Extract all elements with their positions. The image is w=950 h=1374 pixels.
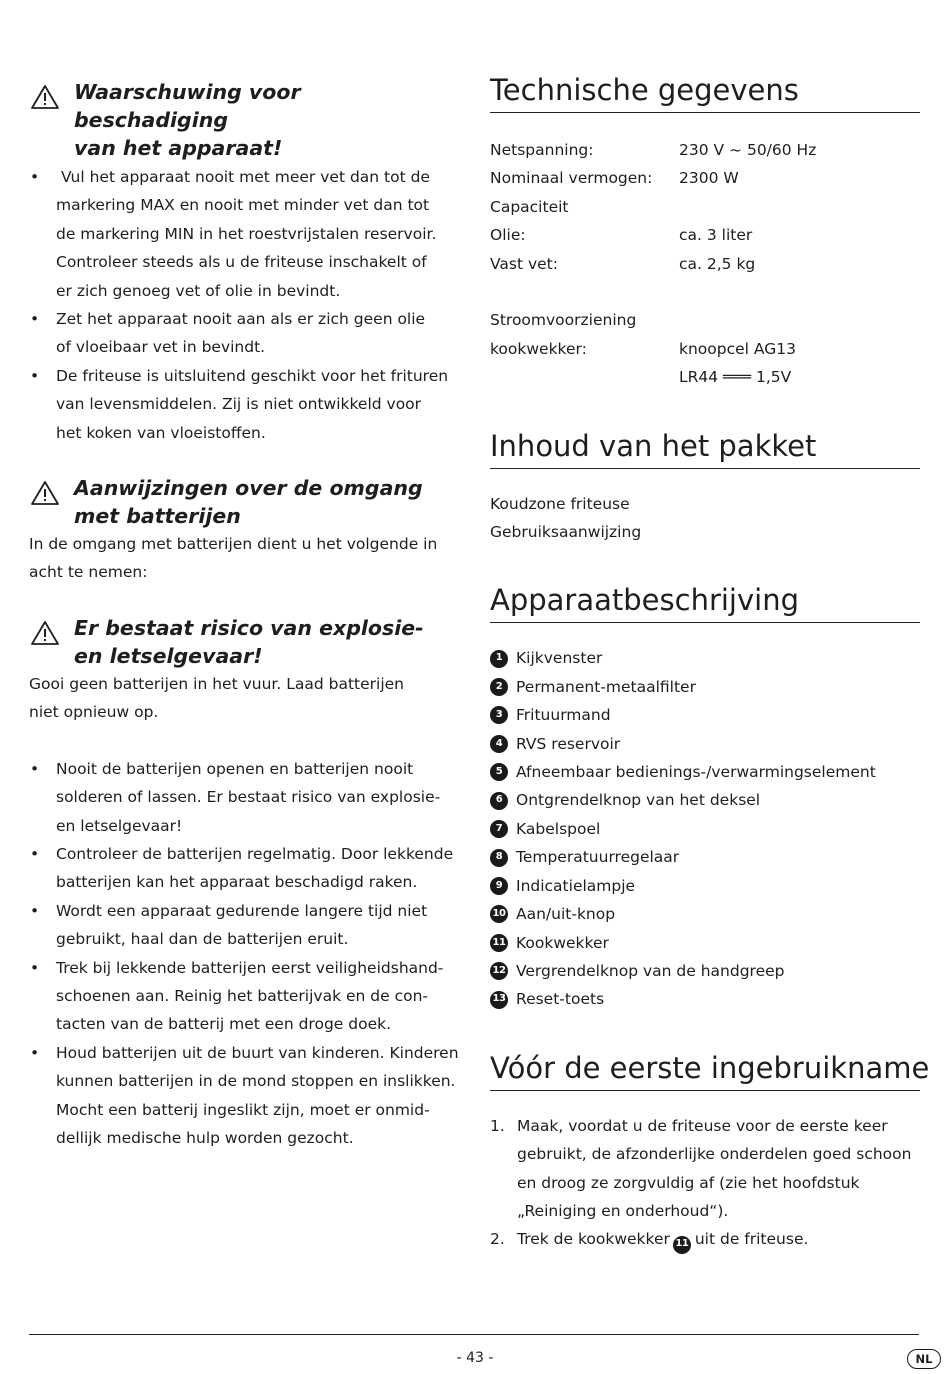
number-10-icon: 10 [490, 905, 508, 923]
bullet-icon: • [30, 844, 40, 863]
list-item: Gebruiksaanwijzing [490, 523, 642, 542]
number-12-icon: 12 [490, 962, 508, 980]
warning-heading-explosion: Er bestaat risico van explosie- en letselgevaar! [29, 614, 461, 670]
page-number: - 43 - [456, 1350, 494, 1366]
number-7-icon: 7 [490, 820, 508, 838]
list-item: 9 Indicatielampje [490, 872, 920, 900]
bullet-icon: • [30, 310, 40, 329]
list-item: 7 Kabelspoel [490, 815, 920, 843]
section-title-technical-data: Technische gegevens [490, 70, 920, 113]
table-row: LR44 ═══ 1,5V [679, 368, 792, 387]
warning-triangle-icon [30, 620, 60, 646]
package-contents-list [490, 490, 920, 547]
number-9-icon: 9 [490, 877, 508, 895]
first-use-steps [490, 1112, 920, 1254]
list-item: 5 Afneembaar bedienings-/verwarmingselement [490, 758, 920, 786]
list-item: • Trek bij lekkende batterijen eerst veiligheidshand- schoenen aan. Reinig het batterijvak en de con- tacten van de batterij met een droge doek. [29, 954, 461, 1039]
list-item: Koudzone friteuse [490, 494, 630, 513]
explosion-intro-text: Gooi geen batterijen in het vuur. Laad batterijen niet opnieuw op. [29, 674, 404, 722]
list-item: • Vul het apparaat nooit met meer vet dan tot de markering MAX en nooit met minder vet dan tot de markering MIN in het roestvrijstalen reservoir. Controleer steeds als u de friteuse inschakelt of er zich genoeg vet of olie in bevindt. [29, 163, 461, 305]
device-parts-list [490, 644, 920, 1013]
list-item: 10 Aan/uit-knop [490, 900, 920, 928]
number-8-icon: 8 [490, 849, 508, 867]
table-row: Stroomvoorziening [490, 311, 637, 330]
list-item: • Wordt een apparaat gedurende langere tijd niet gebruikt, haal dan de batterijen eruit. [29, 897, 461, 954]
list-item: • Zet het apparaat nooit aan als er zich geen olie of vloeibaar vet in bevindt. [29, 305, 461, 362]
section-title-first-use: Vóór de eerste ingebruikname [490, 1048, 920, 1091]
warning-heading-batteries: Aanwijzingen over de omgang met batterijen [29, 474, 461, 530]
warning-triangle-icon [30, 84, 60, 110]
list-item: 8 Temperatuurregelaar [490, 843, 920, 871]
bullet-icon: • [30, 1043, 40, 1062]
number-1-icon: 1 [490, 650, 508, 668]
technical-data-table [490, 136, 816, 392]
battery-intro-text: In de omgang met batterijen dient u het volgende in acht te nemen: [29, 535, 438, 582]
number-13-icon: 13 [490, 991, 508, 1009]
list-item: 1 Kijkvenster [490, 644, 920, 672]
list-item: 12 Vergrendelknop van de handgreep [490, 957, 920, 985]
warning-triangle-icon [30, 480, 60, 506]
bullet-icon: • [30, 168, 40, 186]
list-item: 1. Maak, voordat u de friteuse voor de eerste keer gebruikt, de afzonderlijke onderdelen goed schoon en droog ze zorgvuldig af (zie het hoofdstuk „Reiniging en onderhoud“). [490, 1116, 912, 1220]
number-2-icon: 2 [490, 678, 508, 696]
bullet-icon: • [30, 958, 40, 977]
number-3-icon: 3 [490, 706, 508, 724]
section-title-package-contents: Inhoud van het pakket [490, 426, 920, 469]
number-5-icon: 5 [490, 763, 508, 781]
table-row: Netspanning: 230 V ~ 50/60 Hz [490, 141, 817, 159]
list-item: 2. Trek de kookwekker 11 uit de friteuse. [490, 1225, 920, 1253]
language-badge: NL [907, 1349, 941, 1369]
list-item: 3 Frituurmand [490, 701, 920, 729]
list-item: 4 RVS reservoir [490, 730, 920, 758]
list-item: 11 Kookwekker [490, 929, 920, 957]
bullet-icon: • [30, 366, 40, 385]
battery-safety-list [29, 755, 461, 1153]
right-column [490, 70, 930, 1254]
list-item: 13 Reset-toets [490, 985, 920, 1013]
number-11-icon: 11 [490, 934, 508, 952]
bullet-icon: • [30, 901, 40, 920]
number-6-icon: 6 [490, 792, 508, 810]
number-11-icon: 11 [673, 1236, 691, 1254]
table-row: Capaciteit [490, 197, 569, 216]
list-item: • Controleer de batterijen regelmatig. Door lekkende batterijen kan het apparaat beschadigd raken. [29, 840, 461, 897]
bullet-icon: • [30, 759, 40, 778]
footer-divider [29, 1334, 919, 1335]
section-title-device-description: Apparaatbeschrijving [490, 580, 920, 623]
list-item: • De friteuse is uitsluitend geschikt voor het frituren van levensmiddelen. Zij is niet ontwikkeld voor het koken van vloeistoffen. [29, 362, 461, 447]
list-item: • Nooit de batterijen openen en batterijen nooit solderen of lassen. Er bestaat risico van explosie- en letselgevaar! [29, 755, 461, 840]
list-item: 2 Permanent-metaalfilter [490, 673, 920, 701]
table-row: Nominaal vermogen: 2300 W [490, 169, 739, 188]
table-row: Vast vet: ca. 2,5 kg [490, 254, 756, 273]
number-4-icon: 4 [490, 735, 508, 753]
list-item: 6 Ontgrendelknop van het deksel [490, 786, 920, 814]
left-column [29, 78, 461, 1152]
damage-warning-list [29, 163, 461, 447]
list-item: • Houd batterijen uit de buurt van kinderen. Kinderen kunnen batterijen in de mond stoppen en inslikken. Mocht een batterij ingeslikt zijn, moet er onmid- dellijk medische hulp worden gezocht. [29, 1039, 461, 1153]
table-row: kookwekker: knoopcel AG13 [490, 339, 796, 358]
warning-heading-damage: Waarschuwing voor beschadiging van het apparaat! [29, 78, 461, 162]
table-row: Olie: ca. 3 liter [490, 226, 753, 245]
